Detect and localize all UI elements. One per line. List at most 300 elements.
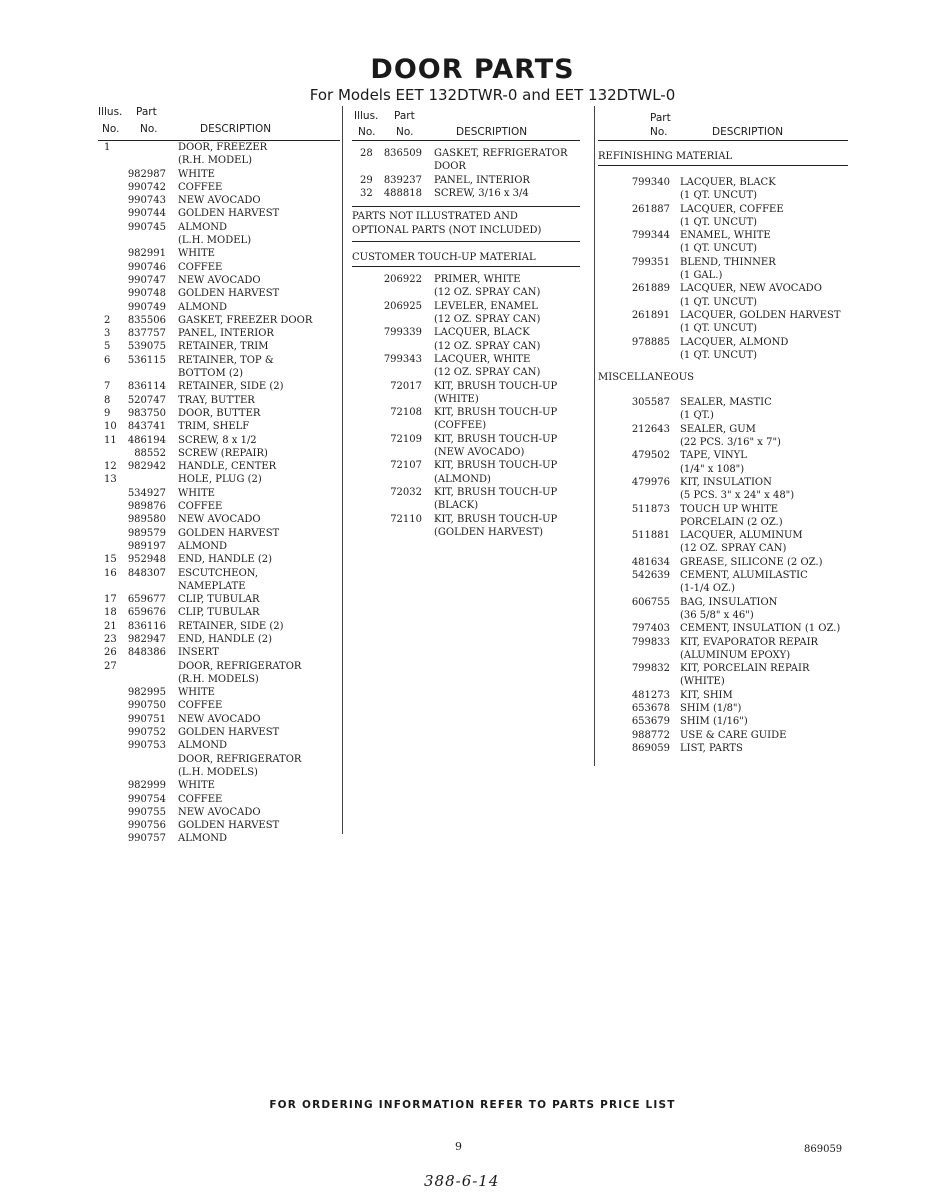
table-row — [98, 394, 340, 407]
part-number: 989876 — [127, 501, 166, 513]
column-header — [98, 104, 340, 141]
part-number: 511881 — [631, 530, 670, 542]
table-row — [98, 540, 340, 553]
table-row — [598, 203, 848, 216]
part-description: PRIMER, WHITE — [434, 274, 521, 286]
table-row — [598, 349, 848, 362]
illus-number: 2 — [104, 314, 111, 326]
part-description: PORCELAIN (2 OZ.) — [680, 516, 783, 528]
part-number: 836114 — [127, 381, 166, 393]
part-number: 799343 — [383, 353, 422, 365]
part-description: COFFEE — [178, 181, 223, 193]
part-description: LACQUER, BLACK — [434, 327, 530, 339]
part-description: (R.H. MODEL) — [178, 155, 252, 167]
part-number: 72017 — [390, 380, 422, 392]
part-no-label: No. — [650, 126, 668, 138]
part-description: RETAINER, SIDE (2) — [178, 620, 284, 632]
part-number: 799344 — [631, 230, 670, 242]
table-row — [598, 516, 848, 529]
part-description: TOUCH UP WHITE — [680, 503, 779, 515]
illus-number: 27 — [104, 660, 117, 672]
part-description: LACQUER, BLACK — [680, 177, 776, 188]
part-description: SCREW (REPAIR) — [178, 447, 268, 459]
part-number: 982995 — [127, 687, 166, 699]
table-row — [598, 336, 848, 349]
part-description: TRAY, BUTTER — [178, 394, 255, 406]
table-row — [98, 207, 340, 220]
part-number: 799340 — [631, 177, 670, 188]
table-row — [352, 147, 580, 160]
part-description: COFFEE — [178, 261, 223, 273]
table-row — [598, 189, 848, 202]
part-number: 982947 — [127, 633, 166, 645]
table-row — [598, 463, 848, 476]
part-number: 990744 — [127, 208, 166, 220]
part-description: INSERT — [178, 647, 219, 659]
part-number: 72107 — [390, 460, 422, 472]
table-row — [98, 221, 340, 234]
part-description: ALMOND — [178, 833, 228, 845]
table-row — [98, 806, 340, 819]
table-row — [98, 553, 340, 566]
part-number: 848386 — [127, 647, 166, 659]
part-number: 978885 — [631, 336, 670, 348]
part-description: TAPE, VINYL — [680, 450, 747, 462]
parts-column-1 — [98, 104, 340, 846]
part-description: ALMOND — [178, 540, 228, 552]
part-description: KIT, BRUSH TOUCH-UP — [434, 460, 558, 472]
part-number: 990749 — [127, 301, 166, 313]
part-description: GASKET, FREEZER DOOR — [178, 314, 313, 326]
part-description: WHITE — [178, 687, 215, 699]
illus-label: Illus. — [98, 106, 123, 118]
part-description: WHITE — [178, 487, 215, 499]
part-number: 990745 — [127, 221, 166, 233]
table-row — [352, 380, 580, 393]
table-row — [598, 242, 848, 255]
illus-number: 18 — [104, 607, 117, 619]
table-row — [598, 409, 848, 422]
table-row — [98, 753, 340, 766]
table-row — [598, 715, 848, 728]
table-row — [98, 407, 340, 420]
table-row — [352, 459, 580, 472]
part-number: 481634 — [631, 556, 670, 568]
table-row — [352, 340, 580, 353]
illus-number: 9 — [104, 407, 111, 419]
part-description: SCREW, 8 x 1/2 — [178, 434, 257, 446]
part-description: NEW AVOCADO — [178, 806, 261, 818]
part-number: 990750 — [127, 700, 166, 712]
part-description: DOOR, BUTTER — [178, 407, 261, 419]
part-number: 206922 — [383, 274, 422, 286]
part-number: 261887 — [631, 203, 670, 215]
table-row — [98, 593, 340, 606]
table-row — [598, 702, 848, 715]
table-row — [98, 487, 340, 500]
part-description: SCREW, 3/16 x 3/4 — [434, 187, 529, 199]
part-description: HOLE, PLUG (2) — [178, 474, 262, 486]
part-description: GOLDEN HARVEST — [178, 288, 280, 300]
table-row — [598, 609, 848, 622]
table-row — [598, 296, 848, 309]
table-row — [98, 380, 340, 393]
table-row — [98, 819, 340, 832]
column-header — [352, 104, 580, 141]
part-label: Part — [650, 112, 671, 124]
part-number: 990748 — [127, 288, 166, 300]
parts-column-3 — [598, 104, 848, 755]
table-row — [598, 309, 848, 322]
table-row — [598, 569, 848, 582]
refinishing-list — [598, 176, 848, 362]
part-description: SHIM (1/16") — [680, 716, 748, 728]
table-row — [98, 194, 340, 207]
table-row — [352, 326, 580, 339]
part-description: DOOR, FREEZER — [178, 142, 268, 153]
part-description: (L.H. MODEL) — [178, 235, 252, 247]
table-row — [98, 460, 340, 473]
illus-number: 8 — [104, 394, 111, 406]
table-row — [98, 247, 340, 260]
part-description: CEMENT, INSULATION (1 OZ.) — [680, 623, 841, 635]
table-row — [98, 168, 340, 181]
part-description: LACQUER, ALMOND — [680, 336, 789, 348]
table-row — [598, 556, 848, 569]
part-number: 982942 — [127, 461, 166, 473]
table-row — [98, 633, 340, 646]
part-number: 835506 — [127, 314, 166, 326]
table-row — [598, 229, 848, 242]
part-description: SEALER, GUM — [680, 423, 756, 435]
illus-number: 11 — [104, 434, 117, 446]
part-description: RETAINER, TRIM — [178, 341, 269, 353]
part-description: BAG, INSULATION — [680, 596, 778, 608]
table-row — [352, 499, 580, 512]
part-number: 72032 — [390, 486, 422, 498]
part-description: (12 OZ. SPRAY CAN) — [680, 543, 787, 555]
illus-number: 6 — [104, 354, 111, 366]
table-row — [98, 314, 340, 327]
illus-number: 12 — [104, 461, 117, 473]
part-description: (ALMOND) — [434, 473, 491, 485]
part-number: 989197 — [127, 540, 166, 552]
table-row — [598, 423, 848, 436]
part-number: 653678 — [631, 702, 670, 714]
part-description: CLIP, TUBULAR — [178, 607, 260, 619]
table-row — [598, 256, 848, 269]
part-number: 606755 — [631, 596, 670, 608]
table-row — [598, 529, 848, 542]
part-description: BOTTOM (2) — [178, 368, 244, 380]
part-description: (1 QT. UNCUT) — [680, 190, 758, 202]
part-number: 72110 — [390, 513, 422, 525]
table-row — [598, 689, 848, 702]
table-row — [352, 273, 580, 286]
parts-list — [98, 141, 340, 846]
part-number: 990746 — [127, 261, 166, 273]
touchup-section-title: CUSTOMER TOUCH-UP MATERIAL — [352, 252, 580, 267]
part-number: 982987 — [127, 168, 166, 180]
part-number: 983750 — [127, 407, 166, 419]
part-description: WHITE — [178, 248, 215, 260]
handwritten-note: 388-6-14 — [424, 1172, 500, 1190]
table-row — [598, 396, 848, 409]
part-description: KIT, PORCELAIN REPAIR — [680, 663, 810, 675]
table-row — [98, 354, 340, 367]
part-description: (WHITE) — [434, 393, 479, 405]
part-description: KIT, EVAPORATOR REPAIR — [680, 636, 819, 648]
part-description: TRIM, SHELF — [178, 421, 250, 433]
miscellaneous-list — [598, 396, 848, 755]
table-row — [598, 675, 848, 688]
illus-no-label: No. — [358, 126, 376, 138]
part-description: (1 QT. UNCUT) — [680, 296, 758, 308]
table-row — [98, 327, 340, 340]
document-number: 869059 — [804, 1144, 843, 1155]
table-row — [598, 503, 848, 516]
table-row — [598, 489, 848, 502]
illus-number: 5 — [104, 341, 111, 353]
part-number: 990743 — [127, 195, 166, 207]
part-description: (1-1/4 OZ.) — [680, 583, 735, 595]
table-row — [352, 406, 580, 419]
part-description: CEMENT, ALUMILASTIC — [680, 570, 808, 582]
part-description: (1 QT. UNCUT) — [680, 323, 758, 335]
optional-parts-notice — [352, 206, 580, 242]
part-number: 534927 — [127, 487, 166, 499]
part-description: KIT, INSULATION — [680, 476, 772, 488]
illus-number: 13 — [104, 474, 117, 486]
table-row — [98, 832, 340, 845]
table-row — [98, 567, 340, 580]
part-number: 837757 — [127, 328, 166, 340]
table-row — [352, 313, 580, 326]
part-number: 72109 — [390, 433, 422, 445]
part-description: RETAINER, SIDE (2) — [178, 381, 284, 393]
table-row — [598, 322, 848, 335]
part-description: END, HANDLE (2) — [178, 633, 273, 645]
part-number: 982991 — [127, 248, 166, 260]
part-description: LEVELER, ENAMEL — [434, 300, 538, 312]
table-row — [98, 500, 340, 513]
part-description: GOLDEN HARVEST — [178, 820, 280, 832]
part-description: (1 QT. UNCUT) — [680, 216, 758, 228]
table-row — [352, 366, 580, 379]
illus-number: 21 — [104, 620, 117, 632]
illus-number: 1 — [104, 142, 111, 153]
part-no-label: No. — [396, 126, 414, 138]
part-number: 88552 — [134, 447, 166, 459]
part-number: 305587 — [631, 397, 670, 409]
table-row — [98, 261, 340, 274]
part-description: (1 GAL.) — [680, 270, 723, 282]
part-number: 990756 — [127, 820, 166, 832]
part-description: WHITE — [178, 780, 215, 792]
table-row — [98, 793, 340, 806]
part-number: 982999 — [127, 780, 166, 792]
table-row — [98, 699, 340, 712]
part-description: (12 OZ. SPRAY CAN) — [434, 340, 541, 352]
touchup-list — [352, 273, 580, 539]
table-row — [598, 636, 848, 649]
part-description: NEW AVOCADO — [178, 195, 261, 207]
part-number: 836116 — [127, 620, 166, 632]
part-number: 479976 — [631, 476, 670, 488]
part-number: 653679 — [631, 716, 670, 728]
notice-line-2: OPTIONAL PARTS (NOT INCLUDED) — [352, 225, 542, 237]
part-number: 989580 — [127, 514, 166, 526]
models-subtitle: For Models EET 132DTWR-0 and EET 132DTWL-0 — [309, 86, 676, 104]
part-number: 990751 — [127, 713, 166, 725]
ordering-footer: FOR ORDERING INFORMATION REFER TO PARTS PRICE LIST — [269, 1099, 676, 1111]
table-row — [598, 622, 848, 635]
illus-number: 23 — [104, 633, 117, 645]
part-description: CLIP, TUBULAR — [178, 594, 260, 606]
column-header — [598, 104, 848, 141]
part-description: RETAINER, TOP & — [178, 354, 274, 366]
part-description: BLEND, THINNER — [680, 256, 776, 268]
part-description: LACQUER, COFFEE — [680, 203, 784, 215]
table-row — [598, 476, 848, 489]
part-description: PANEL, INTERIOR — [178, 328, 274, 340]
table-row — [98, 766, 340, 779]
illus-number: 17 — [104, 594, 117, 606]
part-label: Part — [394, 110, 415, 122]
table-row — [98, 420, 340, 433]
part-number: 839237 — [383, 174, 422, 186]
table-row — [98, 686, 340, 699]
part-number: 542639 — [631, 570, 670, 582]
part-description: COFFEE — [178, 501, 223, 513]
part-description: (1 QT. UNCUT) — [680, 243, 758, 255]
part-number: 539075 — [127, 341, 166, 353]
part-number: 990754 — [127, 793, 166, 805]
table-row — [352, 300, 580, 313]
table-row — [598, 596, 848, 609]
illus-number: 15 — [104, 554, 117, 566]
table-row — [98, 646, 340, 659]
part-description: (NEW AVOCADO) — [434, 447, 525, 459]
part-description: (ALUMINUM EPOXY) — [680, 649, 791, 661]
part-description: DOOR, REFRIGERATOR — [178, 753, 302, 765]
table-row — [98, 580, 340, 593]
part-description: LACQUER, ALUMINUM — [680, 530, 803, 542]
table-row — [598, 176, 848, 189]
table-row — [352, 187, 580, 200]
table-row — [598, 282, 848, 295]
part-number: 206925 — [383, 300, 422, 312]
table-row — [598, 582, 848, 595]
table-row — [98, 473, 340, 486]
table-row — [98, 739, 340, 752]
table-row — [98, 447, 340, 460]
table-row — [598, 269, 848, 282]
table-row — [352, 419, 580, 432]
part-number: 990747 — [127, 274, 166, 286]
page-title: DOOR PARTS — [370, 54, 575, 85]
part-description: NEW AVOCADO — [178, 514, 261, 526]
parts-list — [352, 147, 580, 200]
part-description: SEALER, MASTIC — [680, 397, 772, 409]
part-number: 659676 — [127, 607, 166, 619]
illus-number: 16 — [104, 567, 117, 579]
table-row — [98, 301, 340, 314]
part-description: LACQUER, GOLDEN HARVEST — [680, 309, 841, 321]
part-description: (1 QT.) — [680, 410, 714, 422]
table-row — [98, 367, 340, 380]
part-description: DOOR, REFRIGERATOR — [178, 660, 302, 672]
part-description: (5 PCS. 3" x 24" x 48") — [680, 490, 795, 502]
part-description: END, HANDLE (2) — [178, 554, 273, 566]
part-description: NAMEPLATE — [178, 580, 246, 592]
miscellaneous-section-title: MISCELLANEOUS — [598, 372, 695, 384]
illus-number: 10 — [104, 421, 117, 433]
part-number: 488818 — [383, 187, 422, 199]
illus-number: 29 — [360, 174, 373, 186]
part-description: (BLACK) — [434, 500, 479, 512]
refinishing-section-title: REFINISHING MATERIAL — [598, 151, 848, 166]
part-description: LACQUER, NEW AVOCADO — [680, 283, 822, 295]
part-number: 261889 — [631, 283, 670, 295]
table-row — [598, 649, 848, 662]
table-row — [98, 673, 340, 686]
illus-number: 28 — [360, 148, 373, 159]
part-number: 799351 — [631, 256, 670, 268]
illus-no-label: No. — [102, 123, 120, 135]
part-description: GOLDEN HARVEST — [178, 527, 280, 539]
part-description: (12 OZ. SPRAY CAN) — [434, 287, 541, 299]
table-row — [352, 174, 580, 187]
table-row — [98, 726, 340, 739]
table-row — [598, 216, 848, 229]
part-number: 799833 — [631, 636, 670, 648]
part-description: KIT, BRUSH TOUCH-UP — [434, 380, 558, 392]
part-number: 988772 — [631, 729, 670, 741]
part-number: 990753 — [127, 740, 166, 752]
part-description: (12 OZ. SPRAY CAN) — [434, 367, 541, 379]
table-row — [352, 286, 580, 299]
part-number: 989579 — [127, 527, 166, 539]
table-row — [98, 274, 340, 287]
part-description: KIT, SHIM — [680, 689, 733, 701]
table-row — [598, 742, 848, 755]
table-row — [352, 353, 580, 366]
part-number: 479502 — [631, 450, 670, 462]
part-description: (GOLDEN HARVEST) — [434, 526, 544, 538]
table-row — [98, 606, 340, 619]
part-label: Part — [136, 106, 157, 118]
part-number: 843741 — [127, 421, 166, 433]
notice-line-1: PARTS NOT ILLUSTRATED AND — [352, 211, 518, 223]
column-divider — [342, 106, 343, 834]
part-number: 990752 — [127, 727, 166, 739]
table-row — [98, 660, 340, 673]
part-number: 799832 — [631, 663, 670, 675]
table-row — [98, 713, 340, 726]
part-description: PANEL, INTERIOR — [434, 174, 530, 186]
part-description: (12 OZ. SPRAY CAN) — [434, 314, 541, 326]
part-description: (COFFEE) — [434, 420, 487, 432]
part-description: KIT, BRUSH TOUCH-UP — [434, 407, 558, 419]
table-row — [98, 181, 340, 194]
part-number: 212643 — [631, 423, 670, 435]
part-description: (22 PCS. 3/16" x 7") — [680, 437, 781, 449]
part-description: ALMOND — [178, 740, 228, 752]
part-description: ENAMEL, WHITE — [680, 230, 771, 242]
part-number: 659677 — [127, 594, 166, 606]
table-row — [352, 446, 580, 459]
